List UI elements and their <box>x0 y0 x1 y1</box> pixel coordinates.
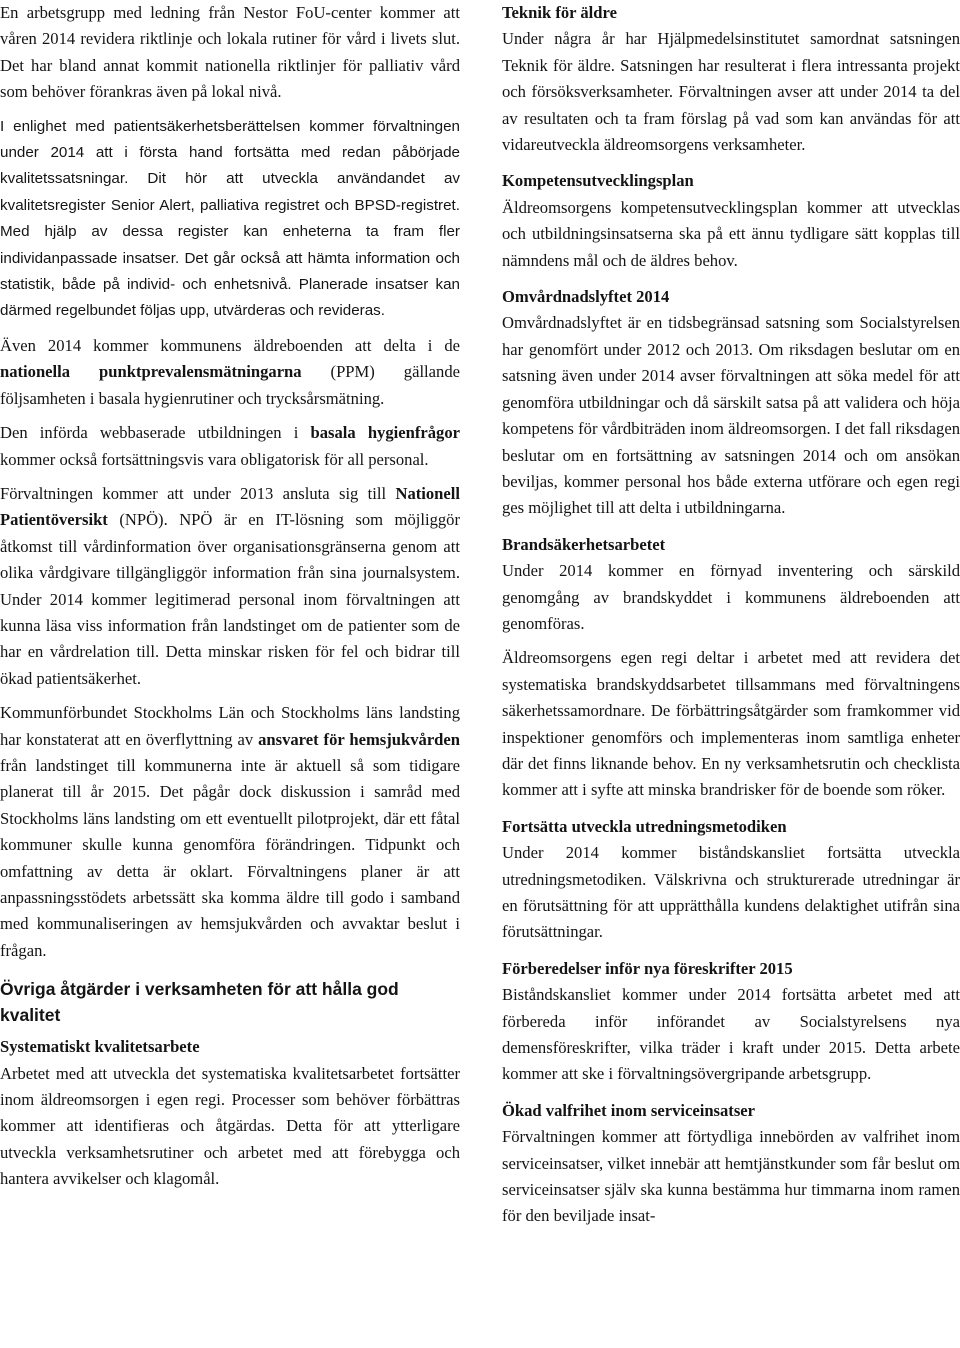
paragraph-palliativ: En arbetsgrupp med ledning från Nestor FoU-center kommer att våren 2014 revidera riktlinje och lokala rutiner för vård i livets slut. Det har bland annat kommit nationella riktlinjer för palliativ vård som behöver förankras även på lokal nivå. <box>0 3 460 102</box>
right-column <box>502 0 960 1238</box>
paragraph-foreskrifter: Biståndskansliet kommer under 2014 fortsätta arbetet med att förbereda inför införandet av Socialstyrelsens nya demensföreskrifter, vilka träder i kraft under 2015. Detta arbete kommer att ske i förvaltningsövergripande arbetsgrupp. <box>502 985 960 1084</box>
heading-brand: Brandsäkerhetsarbetet <box>502 534 666 554</box>
paragraph-hygien: Den införda webbaserade utbildningen i basala hygienfrågor kommer också fortsättningsvis vara obligatorisk för all personal. <box>0 423 460 469</box>
paragraph-npo: Förvaltningen kommer att under 2013 ansluta sig till Nationell Patientöversikt (NPÖ). NPÖ är en IT-lösning som möjliggör åtkomst till vårdinformation över organisationsgränserna genom att olika vårdgivare tillgängliggör information från sina journalsystem. Under 2014 kommer legitimerad personal inom förvaltningen att kunna läsa viss information från landstinget om de patienter som de har en vårdrelation till. Detta minskar risken för fel och bidrar till ökad patientsäkerhet. <box>0 483 460 688</box>
paragraph-valfrihet: Förvaltningen kommer att förtydliga innebörden av valfrihet inom serviceinsatser, vilket innebär att hemtjänstkunder som får beslut om serviceinsatser själv ska kunna bestämma hur timmarna inom ramen för den beviljade insat- <box>502 1127 960 1226</box>
heading-systematiskt: Systematiskt kvalitetsarbete <box>0 1037 200 1057</box>
heading-foreskrifter: Förberedelser inför nya föreskrifter 2015 <box>502 958 793 978</box>
paragraph-ppm: Även 2014 kommer kommunens äldreboenden att delta i de nationella punktprevalensmätningarna (PPM) gällande följsamheten i basala hygienrutiner och trycksårsmätning. <box>0 335 460 408</box>
bold-hygien: basala hygienfrågor <box>310 423 460 443</box>
paragraph-hemsjukvard: Kommunförbundet Stockholms Län och Stockholms läns landsting har konstaterat att en överflyttning av ansvaret för hemsjukvården från landstinget till kommunerna inte är aktuell så som tidigare planerat till år 2015. Det pågår dock diskussion i samråd med Stockholms läns landsting om ett eventuellt pilotprojekt, där ett fåtal kommuner skulle kunna genomföra förändringen. Tidpunkt och omfattning av detta är oklart. Förvaltningens planer är att anpassningsstödets arbetssätt ska komma äldre till godo i samband med kommunaliseringen av hemsjukvården och avvaktar beslut i frågan. <box>0 703 461 960</box>
heading-valfrihet: Ökad valfrihet inom serviceinsatser <box>502 1100 756 1120</box>
paragraph-brand-1: Under 2014 kommer en förnyad inventering och särskild genomgång av brandskyddet i kommunens äldreboenden att genomföras. <box>502 561 960 633</box>
paragraph-brand-2: Äldreomsorgens egen regi deltar i arbetet med att revidera det systematiska brandskyddsarbetet tillsammans med förvaltningens säkerhetssamordnare. De förbättringsåtgärder som framkommer vid inspektioner genomförs och implementeras inom samtliga enheter där det finns liknande behov. En ny verksamhetsrutin och checklista kommer att i syfte att minska brandrisker för de boende som röker. <box>502 648 960 800</box>
paragraph-systematiskt: Arbetet med att utveckla det systematiska kvalitetsarbetet fortsätter inom äldreomsorgen i egen regi. Processer som behöver förbättras kommer att identifieras och åtgärdas. Detta för att ytterligare utveckla verksamhetsrutiner och arbetet med att förebygga och hantera avvikelser och klagomål. <box>0 1063 460 1189</box>
paragraph-omvardnad: Omvårdnadslyftet är en tidsbegränsad satsning som Socialstyrelsen har genomfört under 2012 och 2013. Om riksdagen beslutar om en satsning även under 2014 avser förvaltningen att söka medel för att genomföra utbildningar och då särskilt satsa på att validera och höja kompetens för vårdbiträden inom äldreomsorgen. I det fall riksdagen beslutar om en fortsättning av satsningen 2014 och om ansökan beviljas, kommer personal hos både externa utförare och egen regi ges möjlighet till att delta i utbildningarna. <box>502 313 960 518</box>
heading-omvardnad: Omvårdnadslyftet 2014 <box>502 287 670 307</box>
paragraph-teknik: Under några år har Hjälpmedelsinstitutet samordnat satsningen Teknik för äldre. Satsningen har resulterat i flera intressanta projekt och försöksverksamheter. Förvaltningen avser att under 2014 ta del av resultaten och ta fram förslag på vad som kan användas för att vidareutveckla äldreomsorgens verksamheter. <box>502 29 960 155</box>
paragraph-patientsakerhet: I enlighet med patientsäkerhetsberättelsen kommer förvaltningen under 2014 att i första hand fortsätta med redan påbörjade kvalitetssatsningar. Dit hör att utveckla användandet av kvalitetsregister Senior Alert, palliativa registret och BPSD-registret. Med hjälp av dessa register kan enheterna ta fram fler individanpassade insatser. Det går också att hämta information och statistik, både på individ- och enhetsnivå. Planerade insatser kan därmed regelbundet följas upp, utvärderas och revideras. <box>0 117 460 320</box>
paragraph-kompetens: Äldreomsorgens kompetensutvecklingsplan kommer att utvecklas och utbildningsinsatserna ska på ett ännu tydligare sätt kopplas till nämndens mål och de äldres behov. <box>502 197 960 270</box>
bold-ppm: nationella punktprevalensmätningarna <box>0 362 302 382</box>
paragraph-utredning: Under 2014 kommer biståndskansliet fortsätta utveckla utredningsmetodiken. Välskrivna och strukturerade utredningar är en förutsättning för att upprätthålla kundens delaktighet utifrån sina förutsättningar. <box>502 843 960 942</box>
section-heading: Övriga åtgärder i verksamheten för att hålla god kvalitet <box>0 979 399 1026</box>
bold-hemsjukvard: ansvaret för hemsjukvården <box>258 729 461 749</box>
bold-npo: Nationell Patientöversikt <box>0 483 460 530</box>
left-column <box>0 0 460 1201</box>
heading-kompetens: Kompetensutvecklingsplan <box>502 171 694 191</box>
heading-utredning: Fortsätta utveckla utredningsmetodiken <box>502 816 787 836</box>
heading-teknik: Teknik för äldre <box>502 3 617 22</box>
